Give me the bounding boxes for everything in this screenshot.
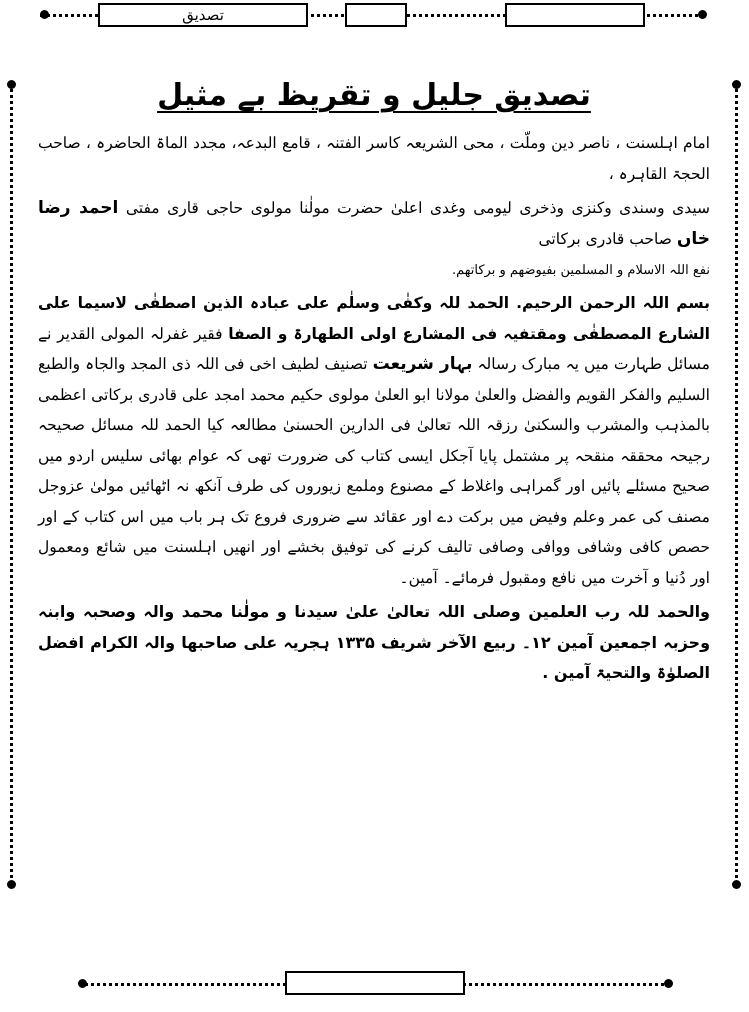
header-middle-box	[345, 3, 407, 27]
bismillah-text: بسم اللہ الرحمن الرحیم. الحمد للہ وکفٰی وسلٰم علی عبادہ الذین اصطفٰی لاسیما علی الشارع المصطفٰی ومقتفیہ فی المشارع اولی الطھارۃ و الصفا	[38, 294, 710, 343]
document-body	[38, 74, 710, 693]
closing-paragraph: والحمد للہ رب العلمین وصلی اللہ تعالیٰ علیٰ سیدنا و مولٰنا محمد والہ وصحبہ وابنہ وحزبہ اجمعین آمین ۱۲۔ ربیع الآخر شریف ۱۳۳۵ ہجریہ علی صاحبھا والہ الکرام افضل الصلوٰۃ والتحیۃ آمین .	[38, 602, 711, 682]
lineage-line	[38, 193, 710, 254]
left-border-dot-bottom	[7, 880, 16, 889]
right-border-dot-bottom	[732, 880, 741, 889]
body-before-book: فقیر غفرلہ المولی القدیر نے مسائل طہارت میں یہ مبارک رسالہ	[38, 324, 710, 373]
body-after-book: تصنیف لطیف اخی فی اللہ ذی المجد والجاہ والطبع السلیم والفکر القویم والفضل والعلیٰ مولانا ابو العلیٰ مولوی حکیم محمد امجد علی قادری برکاتی اعظمی بالمذہب والمشرب والسکنیٰ رزقہ اللہ تعالیٰ فی الدارین الحسنیٰ مطالعہ کیا الحمد للہ مسائل صحیحہ رجیحہ محققہ منقحہ پر مشتمل پایا آجکل ایسی کتاب کی ضرورت تھی کہ عوام بھائی سلیس اردو میں صحیح مسئلے پائیں اور گمراہی واغلاط کے مصنوع وملمع زیوروں کی طرف آنکھ نہ اٹھائیں مولیٰ عزوجل مصنف کی عمر وعلم وفیض میں برکت دے اور عقائد سے ضروری فروع تک ہر باب میں اس کتاب کے اور حصص کافی وشافی ووافی وصافی تالیف کرنے کی توفیق بخشے اور انھیں اہلسنت میں شائع ومعمول اور دُنیا و آخرت میں نافع ومقبول فرمائے۔ آمین۔	[38, 355, 710, 587]
author-name: احمد رضا خاں	[38, 198, 710, 249]
footer-page-box	[285, 971, 465, 995]
left-border	[10, 84, 13, 884]
dua-line: نفع اللہ الاسلام و المسلمین بفیوضھم و برکاتھم.	[452, 263, 710, 278]
right-border-dot-top	[732, 80, 741, 89]
right-border	[735, 84, 738, 884]
honorifics-line: امام اہلسنت ، ناصر دین وملّت ، محی الشریعہ کاسر الفتنہ ، قامع البدعہ، مجدد الماۃ الحاضرہ ، صاحب الحجۃ القاہرہ ،	[38, 134, 710, 183]
page-title: تصدیق جلیل و تقریظ بے مثیل	[157, 78, 591, 113]
left-border-dot-top	[7, 80, 16, 89]
header-dot-right	[698, 10, 707, 19]
main-paragraph	[38, 288, 710, 593]
header-page-box	[505, 3, 645, 27]
lineage-after-name: صاحب قادری برکاتی	[538, 229, 672, 248]
header-dot-left	[40, 10, 49, 19]
header-section-label: تصدیق	[182, 6, 224, 24]
footer-dot-right	[664, 979, 673, 988]
footer-dot-left	[78, 979, 87, 988]
header-section-box	[98, 3, 308, 27]
book-name: بہار شریعت	[372, 354, 473, 374]
lineage-before-name: سیدی وسندی وکنزی وذخری لیومی وغدی اعلیٰ حضرت مولٰنا مولوی حاجی قاری مفتی	[125, 199, 711, 217]
